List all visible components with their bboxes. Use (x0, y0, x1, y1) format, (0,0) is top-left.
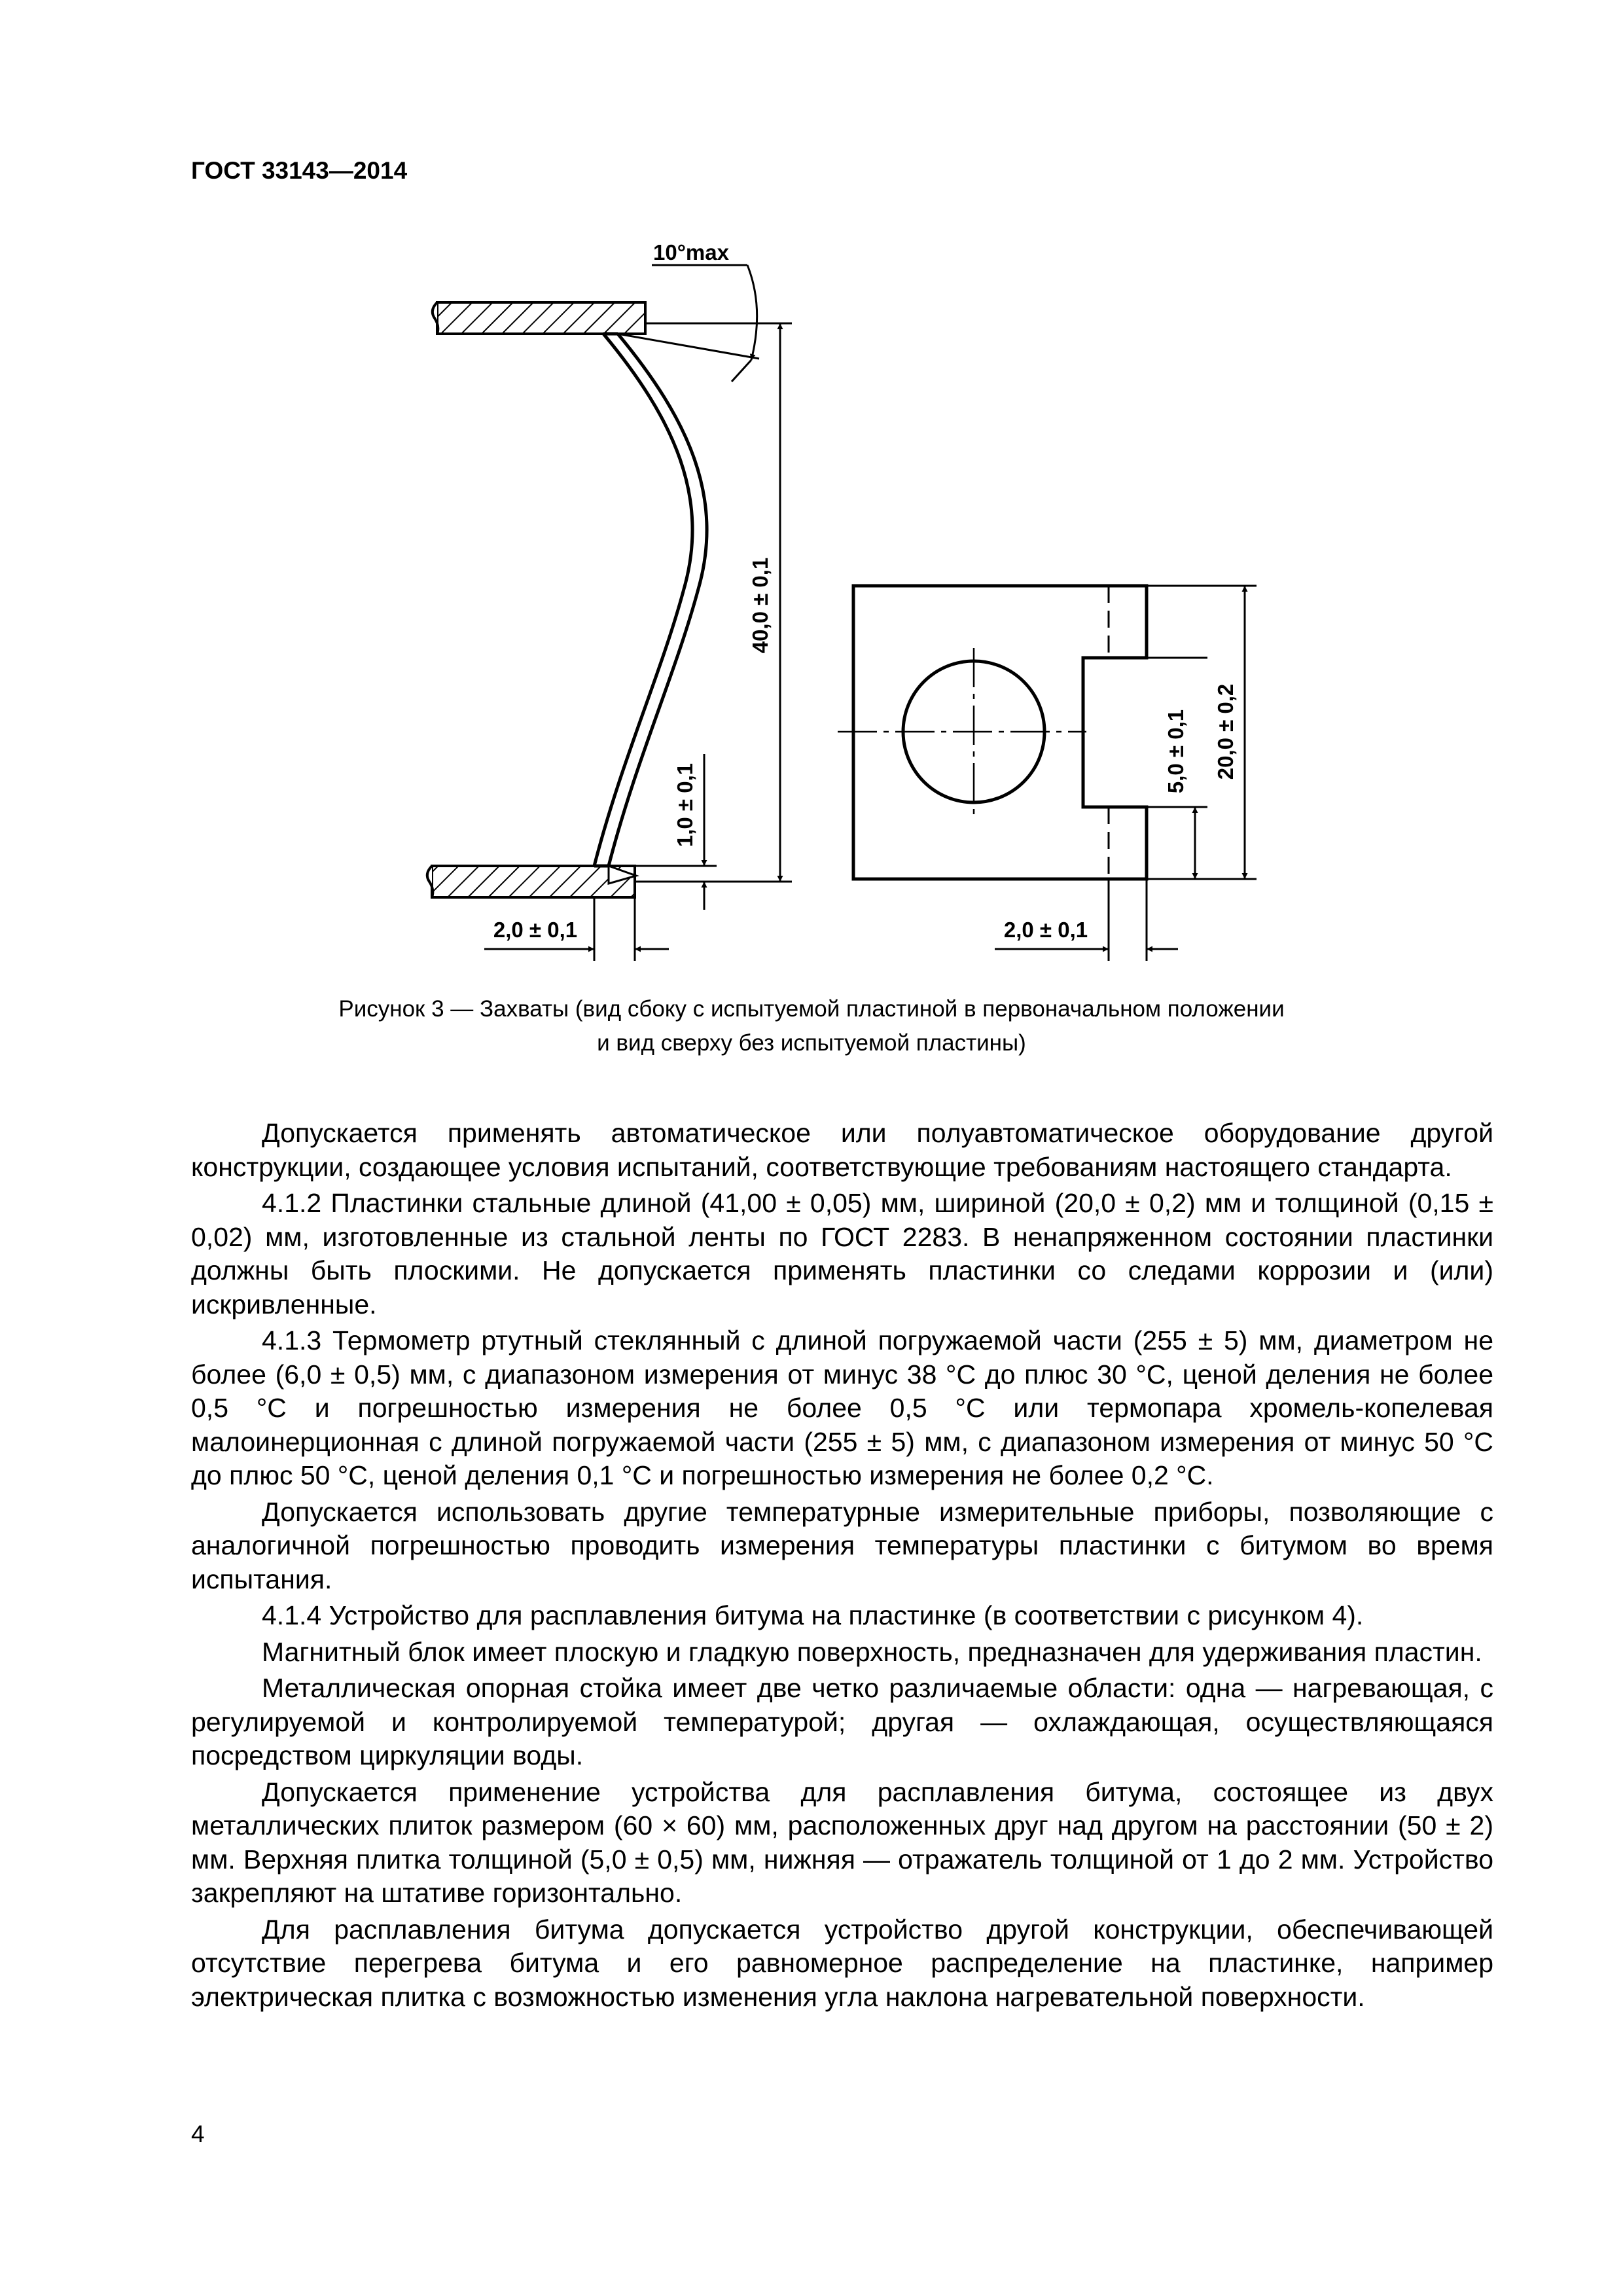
paragraph: Магнитный блок имеет плоскую и гладкую поверхность, предназначен для удерживания пластин. (262, 1636, 1482, 1667)
paragraph: Допускается использовать другие температурные измерительные приборы, позволяющие с аналогичной погрешностью проводить измерения температуры пластинки с битумом во время испытания. (191, 1496, 1493, 1594)
paragraph: 4.1.2 Пластинки стальные длиной (41,00 ± 0,05) мм, шириной (20,0 ± 0,2) мм и толщиной (0,15 ± 0,02) мм, изготовленные из стальной ленты по ГОСТ 2283. В ненапряженном состоянии пластинки должны быть плоскими. Не допускается применять пластинки со следами коррозии и (или) искривленные. (191, 1188, 1493, 1319)
paragraph: 4.1.3 Термометр ртутный стеклянный с длиной погружаемой части (255 ± 5) мм, диаметром не более (6,0 ± 0,5) мм, с диапазоном измерения от минус 38 °С до плюс 30 °С, ценой деления не более 0,5 °С и погрешностью измерения не более 0,5 °С или термопара хромель-копелевая малоинерционная с длиной погружаемой части (255 ± 5) мм, с диапазоном измерения от минус 50 °С до плюс 50 °С, ценой деления 0,1 °С и погрешностью измерения не более 0,2 °С. (191, 1325, 1493, 1490)
body-text (191, 1117, 1493, 2017)
figure-caption-line-1: Рисунок 3 — Захваты (вид сбоку с испытуемой пластиной в первоначальном положении (338, 996, 1285, 1022)
figure-3-grips-drawing (0, 0, 1623, 982)
bottom-clamp (432, 866, 635, 897)
page-number: 4 (191, 2121, 205, 2147)
dim-right-bottom-label: 2,0 ± 0,1 (1003, 918, 1088, 942)
angle-label: 10°max (653, 240, 729, 264)
top-clamp (437, 302, 645, 334)
paragraph: Допускается применение устройства для расплавления битума, состоящее из двух металлических плиток размером (60 × 60) мм, расположенных друг над другом на расстоянии (50 ± 2) мм. Верхняя плитка толщиной (5,0 ± 0,5) мм, нижняя — отражатель толщиной от 1 до 2 мм. Устройство закрепляют на штативе горизонтально. (191, 1776, 1493, 1908)
dim-width-label: 20,0 ± 0,2 (1213, 683, 1238, 780)
paragraph: 4.1.4 Устройство для расплавления битума на пластинке (в соответствии с рисунком 4). (262, 1600, 1364, 1630)
side-view (427, 240, 792, 961)
paragraph: Для расплавления битума допускается устройство другой конструкции, обеспечивающей отсутствие перегрева битума и его равномерное распределение на пластинке, например электрическая плитка с возможностью изменения угла наклона нагревательной поверхности. (191, 1914, 1493, 2012)
top-view (838, 586, 1257, 961)
figure-caption-line-2: и вид сверху без испытуемой пластины) (597, 1030, 1026, 1056)
paragraph: Допускается применять автоматическое или полуавтоматическое оборудование другой конструкции, создающее условия испытаний, соответствующие требованиям настоящего стандарта. (191, 1118, 1493, 1182)
dim-left-bottom-label: 2,0 ± 0,1 (493, 918, 578, 942)
dim-gap-label: 1,0 ± 0,1 (673, 762, 697, 848)
dim-slot-label: 5,0 ± 0,1 (1164, 709, 1188, 794)
paragraph: Металлическая опорная стойка имеет две четко различаемые области: одна — нагревающая, с регулируемой и контролируемой температурой; другая — охлаждающая, осуществляющаяся посредством циркуляции воды. (191, 1673, 1493, 1770)
figure-caption (0, 992, 1623, 1060)
document-header: ГОСТ 33143—2014 (191, 157, 408, 184)
dim-height-label: 40,0 ± 0,1 (748, 557, 772, 654)
